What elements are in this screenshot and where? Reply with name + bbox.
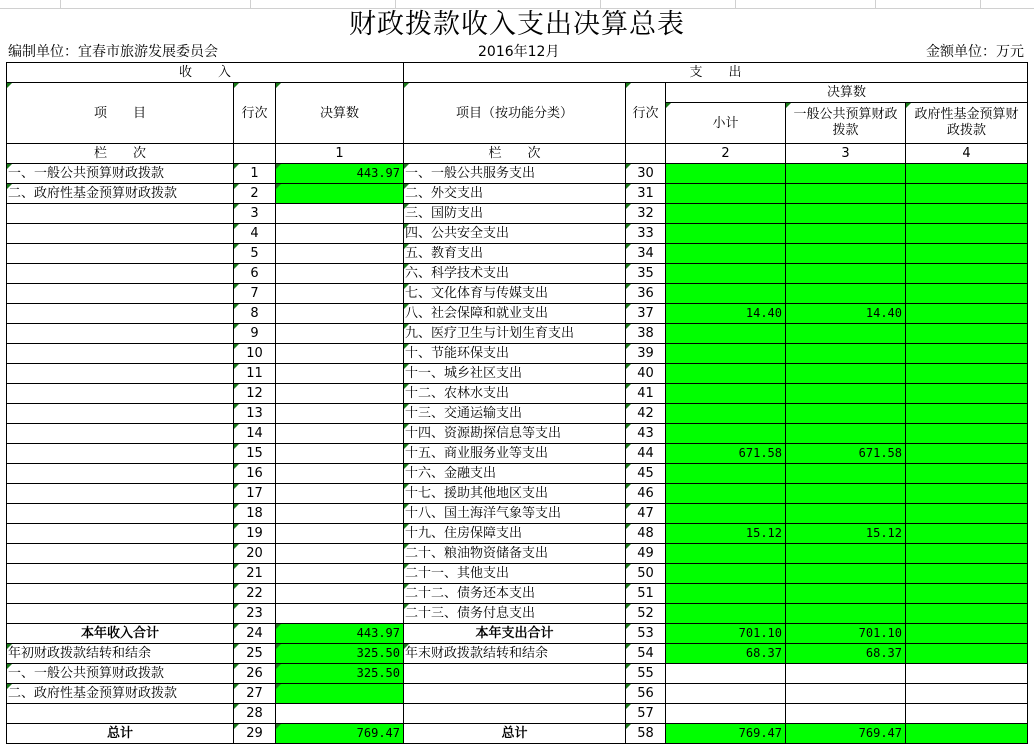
- subtotal-cell[interactable]: [666, 584, 786, 604]
- year-income-amount[interactable]: 443.97: [276, 624, 404, 644]
- general-budget-cell[interactable]: [786, 664, 906, 684]
- subtotal-cell[interactable]: [666, 184, 786, 204]
- fund-budget-cell[interactable]: [906, 184, 1028, 204]
- income-item-cell[interactable]: [7, 564, 234, 584]
- income-line-cell[interactable]: 11: [234, 364, 276, 384]
- carry-fund-line[interactable]: 27: [234, 684, 276, 704]
- expense-item-cell[interactable]: 十八、国土海洋气象等支出: [404, 504, 626, 524]
- fund-budget-cell[interactable]: [906, 284, 1028, 304]
- general-budget-cell[interactable]: [786, 424, 906, 444]
- income-item-cell[interactable]: 二、政府性基金预算财政拨款: [7, 184, 234, 204]
- expense-line-cell[interactable]: 45: [626, 464, 666, 484]
- income-item-cell[interactable]: [7, 544, 234, 564]
- income-amount-cell[interactable]: [276, 324, 404, 344]
- income-line-cell[interactable]: 21: [234, 564, 276, 584]
- expense-line-cell[interactable]: 41: [626, 384, 666, 404]
- fund-budget-cell[interactable]: [906, 204, 1028, 224]
- summary-row: [7, 664, 1028, 684]
- fund-budget-cell[interactable]: [906, 304, 1028, 324]
- fund-budget-cell[interactable]: [906, 244, 1028, 264]
- table-row: [7, 184, 1028, 204]
- year-expense-line[interactable]: 53: [626, 624, 666, 644]
- income-item-cell[interactable]: [7, 524, 234, 544]
- year-expense-subtotal[interactable]: 701.10: [666, 624, 786, 644]
- expense-item-cell[interactable]: 三、国防支出: [404, 204, 626, 224]
- income-line-cell[interactable]: 4: [234, 224, 276, 244]
- general-budget-cell[interactable]: 671.58: [786, 444, 906, 464]
- subtotal-cell[interactable]: [666, 564, 786, 584]
- carry-general-line[interactable]: 26: [234, 664, 276, 684]
- expense-line-cell[interactable]: 40: [626, 364, 666, 384]
- income-amount-cell[interactable]: [276, 404, 404, 424]
- table-row: [7, 404, 1028, 424]
- income-amount-cell[interactable]: [276, 584, 404, 604]
- fund-budget-cell[interactable]: [906, 264, 1028, 284]
- table-row: [7, 324, 1028, 344]
- income-amount-cell[interactable]: [276, 364, 404, 384]
- income-item-cell[interactable]: 一、一般公共预算财政拨款: [7, 164, 234, 184]
- income-amount-cell[interactable]: [276, 424, 404, 444]
- income-amount-cell[interactable]: [276, 444, 404, 464]
- grand-expense-subtotal[interactable]: 769.47: [666, 724, 786, 744]
- income-amount-cell[interactable]: [276, 384, 404, 404]
- carry-out-subtotal[interactable]: 68.37: [666, 644, 786, 664]
- general-budget-cell[interactable]: [786, 244, 906, 264]
- expense-line-cell[interactable]: 35: [626, 264, 666, 284]
- expense-item-cell[interactable]: 八、社会保障和就业支出: [404, 304, 626, 324]
- fund-budget-cell[interactable]: [906, 484, 1028, 504]
- expense-line-cell[interactable]: 38: [626, 324, 666, 344]
- expense-line-cell[interactable]: 33: [626, 224, 666, 244]
- income-amount-cell[interactable]: [276, 244, 404, 264]
- income-amount-cell[interactable]: 443.97: [276, 164, 404, 184]
- blank-cell: [626, 144, 666, 164]
- income-amount-cell[interactable]: [276, 484, 404, 504]
- expense-line-cell[interactable]: 51: [626, 584, 666, 604]
- income-amount-cell[interactable]: [276, 224, 404, 244]
- general-budget-cell[interactable]: [786, 564, 906, 584]
- income-item-cell[interactable]: [7, 324, 234, 344]
- table-row: [7, 244, 1028, 264]
- subtotal-cell[interactable]: 15.12: [666, 524, 786, 544]
- general-budget-cell[interactable]: [786, 604, 906, 624]
- fund-budget-cell[interactable]: [906, 364, 1028, 384]
- general-budget-cell[interactable]: [786, 584, 906, 604]
- table-row: [7, 584, 1028, 604]
- subtotal-cell[interactable]: [666, 384, 786, 404]
- income-amount-cell[interactable]: [276, 604, 404, 624]
- expense-line-header: 行次: [626, 83, 666, 144]
- expense-col-label: 栏 次: [404, 144, 626, 164]
- carry-in-line[interactable]: 25: [234, 644, 276, 664]
- general-budget-cell[interactable]: [786, 544, 906, 564]
- income-line-cell[interactable]: 7: [234, 284, 276, 304]
- expense-line-cell[interactable]: 57: [626, 704, 666, 724]
- blank-cell: [234, 144, 276, 164]
- expense-line-cell[interactable]: 47: [626, 504, 666, 524]
- income-line-cell[interactable]: 13: [234, 404, 276, 424]
- fund-budget-cell[interactable]: [906, 564, 1028, 584]
- blank-cell[interactable]: [404, 684, 626, 704]
- amount-unit: 金额单位：万元: [926, 44, 1024, 60]
- blank-cell[interactable]: [404, 664, 626, 684]
- carry-general-amount[interactable]: 325.50: [276, 664, 404, 684]
- income-item-cell[interactable]: [7, 364, 234, 384]
- expense-line-cell[interactable]: 37: [626, 304, 666, 324]
- income-amount-cell[interactable]: [276, 564, 404, 584]
- income-item-cell[interactable]: [7, 384, 234, 404]
- col-number-4: 4: [906, 144, 1028, 164]
- income-amount-cell[interactable]: [276, 504, 404, 524]
- income-line-cell[interactable]: 16: [234, 464, 276, 484]
- income-item-cell[interactable]: [7, 404, 234, 424]
- expense-line-cell[interactable]: 31: [626, 184, 666, 204]
- income-line-cell[interactable]: 2: [234, 184, 276, 204]
- expense-item-cell[interactable]: 十三、交通运输支出: [404, 404, 626, 424]
- fund-budget-cell[interactable]: [906, 664, 1028, 684]
- expense-item-cell[interactable]: 十、节能环保支出: [404, 344, 626, 364]
- income-item-cell[interactable]: [7, 584, 234, 604]
- expense-line-cell[interactable]: 44: [626, 444, 666, 464]
- expense-line-cell[interactable]: 56: [626, 684, 666, 704]
- carry-in-label[interactable]: 年初财政拨款结转和结余: [7, 644, 234, 664]
- blank-cell[interactable]: [404, 704, 626, 724]
- carry-fund-label[interactable]: 二、政府性基金预算财政拨款: [7, 684, 234, 704]
- final-amount-group-header: 决算数: [666, 83, 1028, 103]
- subtotal-cell[interactable]: [666, 504, 786, 524]
- fund-budget-cell[interactable]: [906, 324, 1028, 344]
- subtotal-header: 小计: [666, 103, 786, 144]
- general-budget-cell[interactable]: 15.12: [786, 524, 906, 544]
- general-budget-cell[interactable]: [786, 704, 906, 724]
- income-line-cell[interactable]: 8: [234, 304, 276, 324]
- table-row: [7, 384, 1028, 404]
- fund-budget-header: 政府性基金预算财政拨款: [906, 103, 1028, 144]
- year-income-label[interactable]: 本年收入合计: [7, 624, 234, 644]
- general-budget-cell[interactable]: [786, 184, 906, 204]
- income-amount-cell[interactable]: [276, 464, 404, 484]
- table-row: [7, 164, 1028, 184]
- income-amount-cell[interactable]: [276, 524, 404, 544]
- table-row: [7, 304, 1028, 324]
- expense-item-cell[interactable]: 五、教育支出: [404, 244, 626, 264]
- summary-row: [7, 684, 1028, 704]
- table-row: [7, 364, 1028, 384]
- table-row: [7, 524, 1028, 544]
- income-section-header: 收 入: [7, 63, 404, 83]
- fund-budget-cell[interactable]: [906, 524, 1028, 544]
- table-row: [7, 284, 1028, 304]
- carry-out-label[interactable]: 年末财政拨款结转和结余: [404, 644, 626, 664]
- subtotal-cell[interactable]: [666, 324, 786, 344]
- income-amount-cell[interactable]: [276, 704, 404, 724]
- general-budget-cell[interactable]: [786, 284, 906, 304]
- subtotal-cell[interactable]: [666, 704, 786, 724]
- expense-item-cell[interactable]: 十七、援助其他地区支出: [404, 484, 626, 504]
- expense-item-cell[interactable]: 七、文化体育与传媒支出: [404, 284, 626, 304]
- budget-summary-table: [6, 62, 1028, 744]
- subtotal-cell[interactable]: [666, 164, 786, 184]
- expense-line-cell[interactable]: 50: [626, 564, 666, 584]
- table-row: [7, 444, 1028, 464]
- year-income-line[interactable]: 24: [234, 624, 276, 644]
- fund-budget-cell[interactable]: [906, 444, 1028, 464]
- income-line-cell[interactable]: 22: [234, 584, 276, 604]
- grand-income-line[interactable]: 29: [234, 724, 276, 744]
- income-line-cell[interactable]: 3: [234, 204, 276, 224]
- general-budget-cell[interactable]: [786, 464, 906, 484]
- expense-item-cell[interactable]: 十九、住房保障支出: [404, 524, 626, 544]
- year-expense-label[interactable]: 本年支出合计: [404, 624, 626, 644]
- subtotal-cell[interactable]: [666, 544, 786, 564]
- expense-line-cell[interactable]: 52: [626, 604, 666, 624]
- expense-line-cell[interactable]: 42: [626, 404, 666, 424]
- col-number-3: 3: [786, 144, 906, 164]
- general-budget-cell[interactable]: [786, 384, 906, 404]
- income-item-cell[interactable]: [7, 604, 234, 624]
- general-budget-cell[interactable]: [786, 344, 906, 364]
- income-line-cell[interactable]: 1: [234, 164, 276, 184]
- general-budget-cell[interactable]: [786, 224, 906, 244]
- carry-out-fund[interactable]: [906, 644, 1028, 664]
- income-amount-cell[interactable]: [276, 284, 404, 304]
- grand-income-label[interactable]: 总计: [7, 724, 234, 744]
- expense-item-cell[interactable]: 一、一般公共服务支出: [404, 164, 626, 184]
- col-number-1: 1: [276, 144, 404, 164]
- general-budget-cell[interactable]: 14.40: [786, 304, 906, 324]
- expense-item-cell[interactable]: 二、外交支出: [404, 184, 626, 204]
- subtotal-cell[interactable]: 671.58: [666, 444, 786, 464]
- table-row: [7, 464, 1028, 484]
- subtotal-cell[interactable]: [666, 264, 786, 284]
- subtotal-cell[interactable]: [666, 604, 786, 624]
- table-row: [7, 344, 1028, 364]
- header-row-1: [7, 63, 1028, 83]
- grand-income-amount[interactable]: 769.47: [276, 724, 404, 744]
- column-number-row: [7, 144, 1028, 164]
- income-item-cell[interactable]: [7, 244, 234, 264]
- blank-line[interactable]: 28: [234, 704, 276, 724]
- income-amount-header: 决算数: [276, 83, 404, 144]
- income-line-cell[interactable]: 6: [234, 264, 276, 284]
- fund-budget-cell[interactable]: [906, 604, 1028, 624]
- summary-row: [7, 724, 1028, 744]
- expense-item-cell[interactable]: 二十、粮油物资储备支出: [404, 544, 626, 564]
- expense-line-cell[interactable]: 34: [626, 244, 666, 264]
- subtotal-cell[interactable]: [666, 464, 786, 484]
- income-item-cell[interactable]: [7, 204, 234, 224]
- subtotal-cell[interactable]: 14.40: [666, 304, 786, 324]
- table-row: [7, 504, 1028, 524]
- income-amount-cell[interactable]: [276, 304, 404, 324]
- income-amount-cell[interactable]: [276, 184, 404, 204]
- general-budget-cell[interactable]: [786, 484, 906, 504]
- table-row: [7, 544, 1028, 564]
- income-item-cell[interactable]: [7, 344, 234, 364]
- subtotal-cell[interactable]: [666, 684, 786, 704]
- income-line-cell[interactable]: 12: [234, 384, 276, 404]
- table-row: [7, 204, 1028, 224]
- report-title: 财政拨款收入支出决算总表: [349, 9, 685, 40]
- table-row: [7, 424, 1028, 444]
- compiling-unit: 编制单位：宜春市旅游发展委员会: [8, 44, 218, 60]
- expense-line-cell[interactable]: 43: [626, 424, 666, 444]
- income-amount-cell[interactable]: [276, 344, 404, 364]
- fund-budget-cell[interactable]: [906, 384, 1028, 404]
- subtotal-cell[interactable]: [666, 404, 786, 424]
- report-date: 2016年12月: [478, 44, 560, 60]
- income-amount-cell[interactable]: [276, 204, 404, 224]
- carry-fund-amount[interactable]: [276, 684, 404, 704]
- income-item-header: 项 目: [7, 83, 234, 144]
- income-item-cell[interactable]: [7, 444, 234, 464]
- fund-budget-cell[interactable]: [906, 404, 1028, 424]
- expense-item-cell[interactable]: 二十三、债务付息支出: [404, 604, 626, 624]
- blank-cell[interactable]: [7, 704, 234, 724]
- year-expense-fund[interactable]: [906, 624, 1028, 644]
- general-budget-cell[interactable]: [786, 204, 906, 224]
- grand-expense-fund[interactable]: [906, 724, 1028, 744]
- income-line-cell[interactable]: 9: [234, 324, 276, 344]
- subtotal-cell[interactable]: [666, 364, 786, 384]
- expense-line-cell[interactable]: 39: [626, 344, 666, 364]
- summary-row: [7, 704, 1028, 724]
- income-amount-cell[interactable]: [276, 544, 404, 564]
- general-budget-cell[interactable]: [786, 684, 906, 704]
- general-budget-cell[interactable]: [786, 504, 906, 524]
- subtotal-cell[interactable]: [666, 344, 786, 364]
- income-line-cell[interactable]: 18: [234, 504, 276, 524]
- fund-budget-cell[interactable]: [906, 584, 1028, 604]
- income-line-header: 行次: [234, 83, 276, 144]
- expense-section-header: 支 出: [404, 63, 1028, 83]
- carry-in-amount[interactable]: 325.50: [276, 644, 404, 664]
- expense-item-cell[interactable]: 六、科学技术支出: [404, 264, 626, 284]
- income-item-cell[interactable]: [7, 484, 234, 504]
- expense-item-cell[interactable]: 二十一、其他支出: [404, 564, 626, 584]
- general-budget-cell[interactable]: [786, 324, 906, 344]
- income-amount-cell[interactable]: [276, 264, 404, 284]
- income-item-cell[interactable]: [7, 464, 234, 484]
- grand-expense-label[interactable]: 总计: [404, 724, 626, 744]
- income-col-label: 栏 次: [7, 144, 234, 164]
- subtotal-cell[interactable]: [666, 244, 786, 264]
- grand-expense-line[interactable]: 58: [626, 724, 666, 744]
- income-item-cell[interactable]: [7, 504, 234, 524]
- carry-out-general[interactable]: 68.37: [786, 644, 906, 664]
- col-number-2: 2: [666, 144, 786, 164]
- header-row-2: [7, 83, 1028, 103]
- carry-general-label[interactable]: 一、一般公共预算财政拨款: [7, 664, 234, 684]
- expense-item-cell[interactable]: 二十二、债务还本支出: [404, 584, 626, 604]
- subtotal-cell[interactable]: [666, 204, 786, 224]
- table-row: [7, 264, 1028, 284]
- table-row: [7, 224, 1028, 244]
- expense-line-cell[interactable]: 48: [626, 524, 666, 544]
- general-budget-cell[interactable]: [786, 364, 906, 384]
- expense-line-cell[interactable]: 32: [626, 204, 666, 224]
- income-item-cell[interactable]: [7, 304, 234, 324]
- fund-budget-cell[interactable]: [906, 704, 1028, 724]
- fund-budget-cell[interactable]: [906, 684, 1028, 704]
- expense-item-header: 项目（按功能分类）: [404, 83, 626, 144]
- expense-line-cell[interactable]: 55: [626, 664, 666, 684]
- income-line-cell[interactable]: 17: [234, 484, 276, 504]
- expense-item-cell[interactable]: 十一、城乡社区支出: [404, 364, 626, 384]
- year-expense-general[interactable]: 701.10: [786, 624, 906, 644]
- subtotal-cell[interactable]: [666, 424, 786, 444]
- fund-budget-cell[interactable]: [906, 224, 1028, 244]
- expense-item-cell[interactable]: 九、医疗卫生与计划生育支出: [404, 324, 626, 344]
- fund-budget-cell[interactable]: [906, 164, 1028, 184]
- general-budget-cell[interactable]: [786, 404, 906, 424]
- subtotal-cell[interactable]: [666, 484, 786, 504]
- general-budget-cell[interactable]: [786, 264, 906, 284]
- income-line-cell[interactable]: 20: [234, 544, 276, 564]
- grand-expense-general[interactable]: 769.47: [786, 724, 906, 744]
- general-budget-cell[interactable]: [786, 164, 906, 184]
- income-line-cell[interactable]: 19: [234, 524, 276, 544]
- expense-item-cell[interactable]: 十六、金融支出: [404, 464, 626, 484]
- income-item-cell[interactable]: [7, 224, 234, 244]
- fund-budget-cell[interactable]: [906, 464, 1028, 484]
- expense-item-cell[interactable]: 十四、资源勘探信息等支出: [404, 424, 626, 444]
- expense-item-cell[interactable]: 十五、商业服务业等支出: [404, 444, 626, 464]
- subtotal-cell[interactable]: [666, 224, 786, 244]
- subtotal-cell[interactable]: [666, 284, 786, 304]
- fund-budget-cell[interactable]: [906, 424, 1028, 444]
- table-row: [7, 564, 1028, 584]
- income-line-cell[interactable]: 14: [234, 424, 276, 444]
- income-item-cell[interactable]: [7, 284, 234, 304]
- table-row: [7, 604, 1028, 624]
- fund-budget-cell[interactable]: [906, 504, 1028, 524]
- summary-row: [7, 624, 1028, 644]
- income-item-cell[interactable]: [7, 424, 234, 444]
- carry-out-line[interactable]: 54: [626, 644, 666, 664]
- expense-line-cell[interactable]: 30: [626, 164, 666, 184]
- summary-row: [7, 644, 1028, 664]
- fund-budget-cell[interactable]: [906, 544, 1028, 564]
- expense-line-cell[interactable]: 49: [626, 544, 666, 564]
- income-line-cell[interactable]: 23: [234, 604, 276, 624]
- table-row: [7, 484, 1028, 504]
- expense-item-cell[interactable]: 四、公共安全支出: [404, 224, 626, 244]
- income-line-cell[interactable]: 5: [234, 244, 276, 264]
- income-line-cell[interactable]: 10: [234, 344, 276, 364]
- fund-budget-cell[interactable]: [906, 344, 1028, 364]
- expense-item-cell[interactable]: 十二、农林水支出: [404, 384, 626, 404]
- expense-line-cell[interactable]: 46: [626, 484, 666, 504]
- expense-line-cell[interactable]: 36: [626, 284, 666, 304]
- income-item-cell[interactable]: [7, 264, 234, 284]
- subtotal-cell[interactable]: [666, 664, 786, 684]
- income-line-cell[interactable]: 15: [234, 444, 276, 464]
- general-budget-header: 一般公共预算财政拨款: [786, 103, 906, 144]
